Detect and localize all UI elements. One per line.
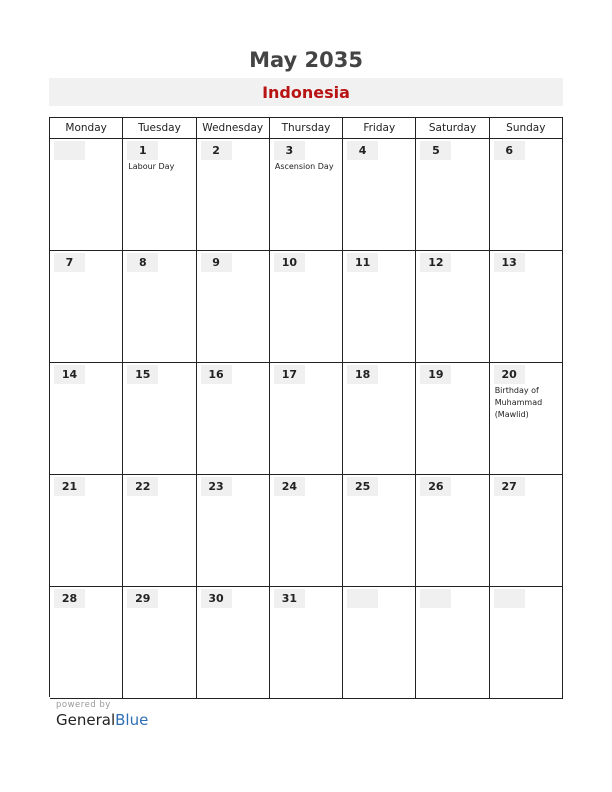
holiday-label: Ascension Day	[274, 162, 334, 171]
day-number: 7	[54, 253, 85, 272]
day-cell	[490, 139, 563, 251]
weekday-label: Wednesday	[197, 118, 270, 139]
day-number: 30	[201, 589, 232, 608]
day-number: 11	[347, 253, 378, 272]
day-number: 17	[274, 365, 305, 384]
weekday-label: Monday	[50, 118, 123, 139]
holiday-label: Labour Day	[128, 162, 175, 171]
day-cell	[50, 139, 123, 251]
day-cell	[123, 475, 196, 587]
empty-day-box	[54, 141, 85, 160]
day-number: 15	[127, 365, 158, 384]
day-cell	[270, 251, 343, 363]
holiday-label: Birthday of Muhammad (Mawlid)	[494, 386, 543, 419]
day-cell	[50, 587, 123, 699]
day-cell	[197, 363, 270, 475]
day-number: 18	[347, 365, 378, 384]
day-number: 13	[494, 253, 525, 272]
day-number: 9	[201, 253, 232, 272]
day-cell	[50, 363, 123, 475]
weeks-container	[50, 139, 563, 699]
brand-blue: Blue	[115, 711, 149, 729]
day-number: 5	[420, 141, 451, 160]
empty-day-box	[494, 589, 525, 608]
day-cell	[490, 363, 563, 475]
day-number: 19	[420, 365, 451, 384]
week-row	[50, 475, 563, 587]
country-name: Indonesia	[49, 78, 563, 106]
weekday-label: Friday	[343, 118, 416, 139]
day-cell	[123, 363, 196, 475]
day-cell	[270, 139, 343, 251]
brand-logo	[56, 711, 148, 729]
day-number: 20	[494, 365, 525, 384]
day-number: 6	[494, 141, 525, 160]
day-cell	[197, 587, 270, 699]
week-row	[50, 587, 563, 699]
calendar-title: May 2035	[249, 48, 363, 72]
day-cell	[50, 475, 123, 587]
day-number: 8	[127, 253, 158, 272]
day-number: 29	[127, 589, 158, 608]
weekday-label: Sunday	[490, 118, 563, 139]
powered-by-text: powered by	[56, 700, 111, 710]
footer-branding	[56, 700, 148, 729]
day-number: 21	[54, 477, 85, 496]
weekday-header	[50, 118, 563, 139]
day-cell	[490, 587, 563, 699]
day-cell	[416, 587, 489, 699]
day-number: 24	[274, 477, 305, 496]
day-number: 27	[494, 477, 525, 496]
day-number: 1	[127, 141, 158, 160]
day-cell	[197, 475, 270, 587]
day-number: 14	[54, 365, 85, 384]
day-number: 23	[201, 477, 232, 496]
weekday-label: Saturday	[416, 118, 489, 139]
empty-day-box	[420, 589, 451, 608]
day-number: 3	[274, 141, 305, 160]
empty-day-box	[347, 589, 378, 608]
day-number: 26	[420, 477, 451, 496]
day-number: 12	[420, 253, 451, 272]
weekday-label: Thursday	[270, 118, 343, 139]
day-number: 16	[201, 365, 232, 384]
week-row	[50, 251, 563, 363]
day-number: 22	[127, 477, 158, 496]
brand-general: General	[56, 711, 116, 729]
day-cell	[270, 587, 343, 699]
day-cell	[270, 475, 343, 587]
day-cell	[123, 587, 196, 699]
day-cell	[343, 139, 416, 251]
day-number: 10	[274, 253, 305, 272]
day-number: 31	[274, 589, 305, 608]
day-number: 28	[54, 589, 85, 608]
day-cell	[343, 251, 416, 363]
day-cell	[416, 363, 489, 475]
day-cell	[490, 475, 563, 587]
day-cell	[343, 363, 416, 475]
day-cell	[50, 251, 123, 363]
month-calendar	[49, 117, 563, 697]
day-number: 25	[347, 477, 378, 496]
day-number: 4	[347, 141, 378, 160]
day-cell	[197, 251, 270, 363]
week-row	[50, 139, 563, 251]
day-cell	[416, 475, 489, 587]
week-row	[50, 363, 563, 475]
day-cell	[343, 475, 416, 587]
day-cell	[343, 587, 416, 699]
day-cell	[123, 139, 196, 251]
day-cell	[197, 139, 270, 251]
day-cell	[490, 251, 563, 363]
day-cell	[416, 251, 489, 363]
day-cell	[416, 139, 489, 251]
weekday-label: Tuesday	[123, 118, 196, 139]
day-number: 2	[201, 141, 232, 160]
day-cell	[123, 251, 196, 363]
day-cell	[270, 363, 343, 475]
